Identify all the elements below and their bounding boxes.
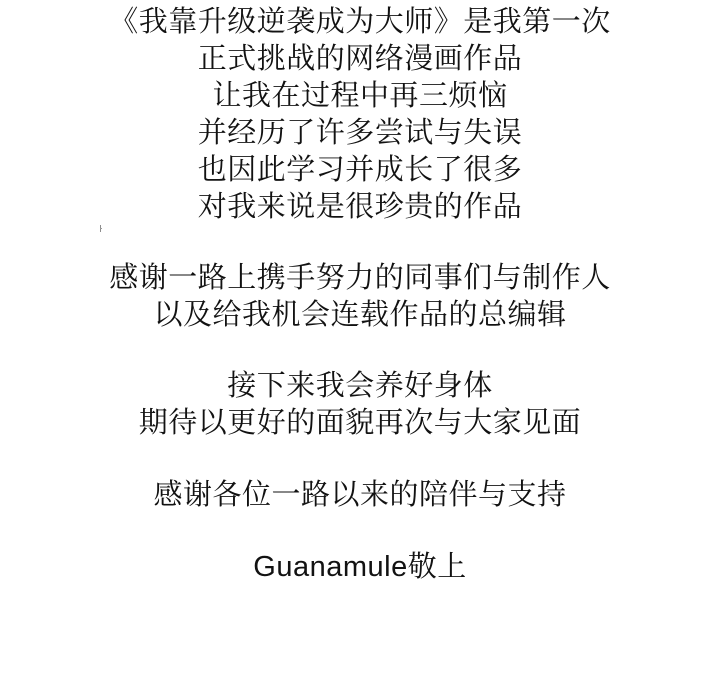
credits-paragraph-future-plans bbox=[0, 368, 720, 442]
credits-paragraph-thanks-colleagues bbox=[0, 260, 720, 334]
credits-line: 对我来说是很珍贵的作品 bbox=[197, 191, 523, 223]
credits-line: 以及给我机会连载作品的总编辑 bbox=[153, 299, 567, 331]
credits-line: 感谢各位一路以来的陪伴与支持 bbox=[153, 479, 567, 511]
credits-line: 并经历了许多尝试与失误 bbox=[197, 117, 523, 149]
credits-text-block bbox=[0, 4, 720, 586]
credits-line: 正式挑战的网络漫画作品 bbox=[197, 43, 523, 75]
credits-line: 期待以更好的面貌再次与大家见面 bbox=[138, 407, 582, 439]
credits-line: 感谢一路上携手努力的同事们与制作人 bbox=[109, 262, 611, 294]
credits-line: 让我在过程中再三烦恼 bbox=[212, 80, 508, 112]
credits-line-title: 《我靠升级逆袭成为大师》是我第一次 bbox=[109, 6, 611, 38]
credits-line: 也因此学习并成长了很多 bbox=[197, 154, 523, 186]
author-signature: Guanamule敬上 bbox=[253, 551, 467, 583]
credits-paragraph-signature bbox=[0, 549, 720, 586]
credits-line: 接下来我会养好身体 bbox=[227, 370, 493, 402]
credits-paragraph-thanks-readers bbox=[0, 477, 720, 514]
credits-paragraph-work-intro bbox=[0, 4, 720, 226]
